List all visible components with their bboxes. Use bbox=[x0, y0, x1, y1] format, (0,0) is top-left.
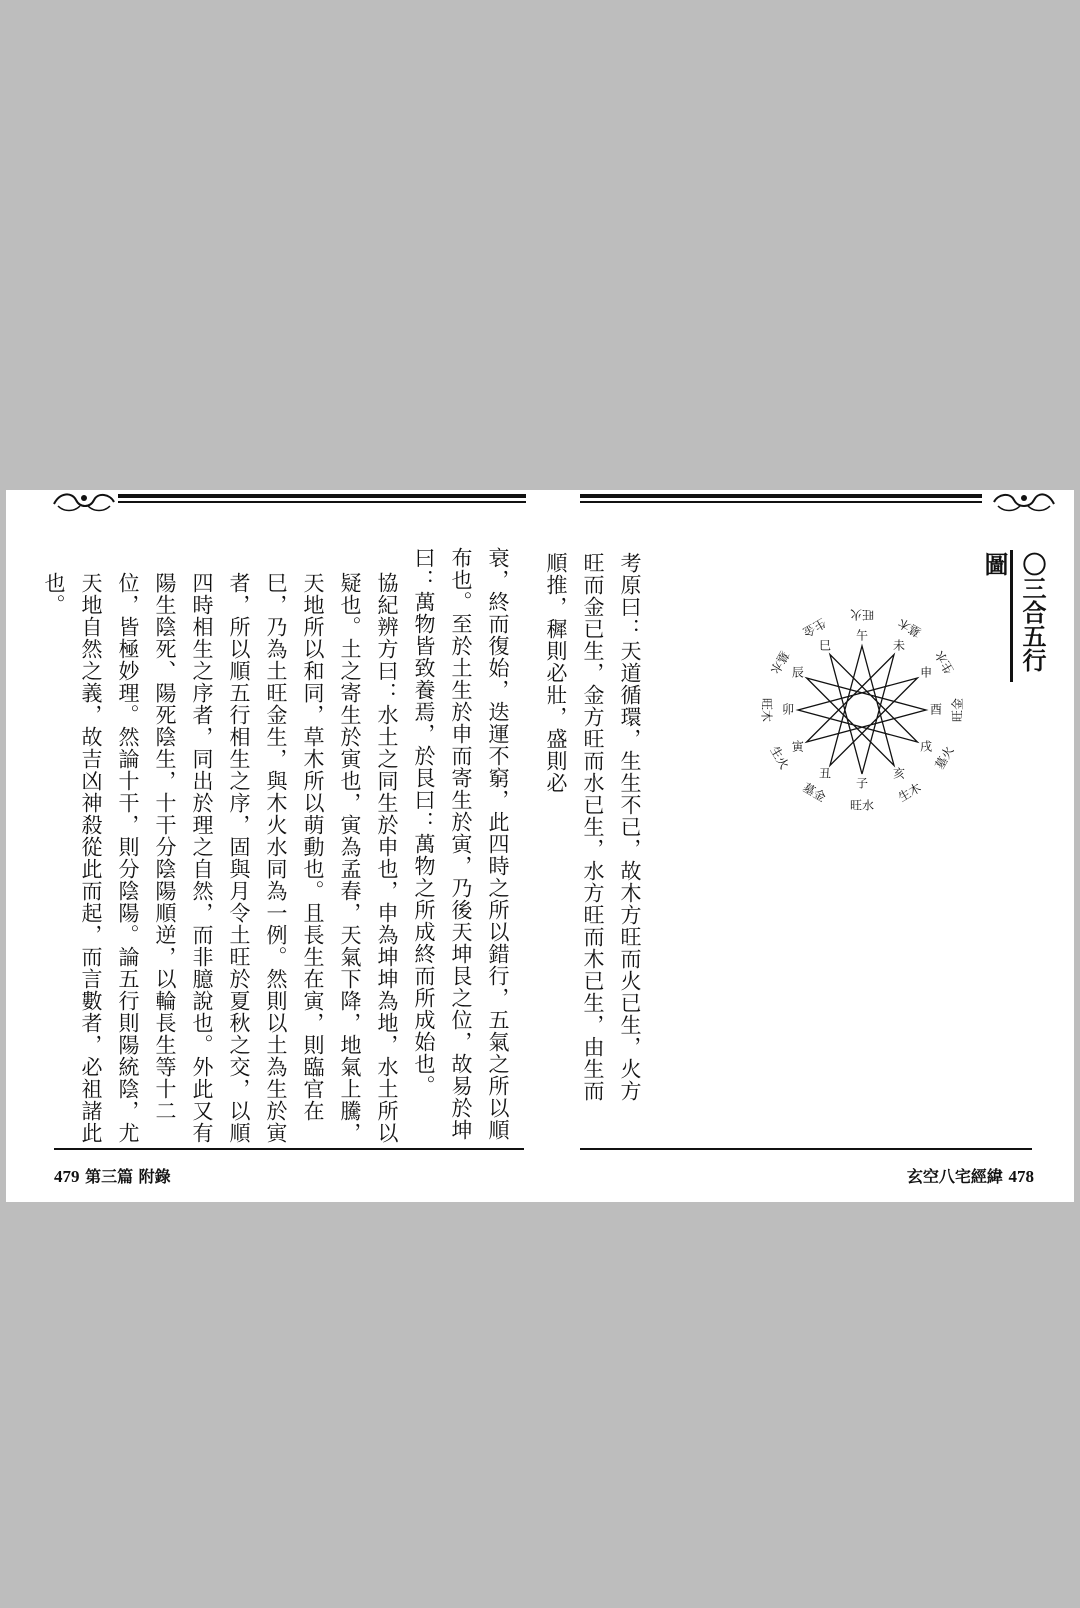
branch-label: 戌 bbox=[920, 739, 933, 754]
right-paragraph-1: 考原曰：天道循環，生生不已，故木方旺而火已生，火方旺而金已生，金方旺而水已生，水方旺而木已生，由生而順推，穉則必壯，盛則必 bbox=[544, 552, 642, 1102]
left-paragraph-1: 衰，終而復始，迭運不窮，此四時之所以錯行，五氣之所以順布也。至於土生於申而寄生於寅，乃後天坤艮之位，故易於坤曰：萬物皆致養焉，於艮曰：萬物之所成終而所成始也。 bbox=[412, 547, 510, 1141]
phase-label: 旺火 bbox=[849, 607, 875, 622]
page-footer bbox=[907, 1164, 1034, 1187]
page-478 bbox=[540, 490, 1074, 1202]
sanhe-wuxing-diagram bbox=[746, 594, 978, 826]
branch-label: 辰 bbox=[791, 665, 804, 680]
page-number: 478 bbox=[1008, 1167, 1034, 1186]
phase-label: 生木 bbox=[895, 780, 924, 805]
phase-label: 旺金 bbox=[950, 697, 965, 723]
phase-label: 生火 bbox=[767, 743, 792, 772]
phase-label: 旺木 bbox=[759, 697, 774, 723]
phase-label: 生水 bbox=[932, 648, 957, 677]
phase-label: 旺水 bbox=[849, 798, 875, 813]
branch-label: 未 bbox=[892, 638, 906, 653]
page-number: 479 bbox=[54, 1167, 80, 1186]
phase-label: 墓火 bbox=[932, 743, 957, 772]
footer-rule bbox=[54, 1148, 524, 1150]
page-footer bbox=[54, 1164, 171, 1187]
left-paragraph-2: 協紀辨方曰：水土之同生於申也，申為坤坤為地，水土所以疑也。土之寄生於寅也，寅為孟春，天氣下降，地氣上騰，天地所以和同，草木所以萌動也。且長生在寅，則臨官在巳，乃為土旺金生，與木火水同為一例。然則以土為生於寅者，所以順五行相生之序，固與月令土旺於夏秋之交，以順四時相生之序者，同出於理之自然，而非臆說也。外此又有陽生陰死、陽死陰生，十干分陰陽順逆，以輪長生等十二位，皆極妙理。然論十干，則分陰陽。論五行則陽統陰，尤天地自然之義，故吉凶神殺從此而起，而言數者，必祖諸此也。 bbox=[42, 572, 399, 1145]
right-body-text bbox=[544, 552, 648, 1122]
header-ornament-icon bbox=[990, 490, 1058, 514]
footer-rule bbox=[580, 1148, 1032, 1150]
branch-label: 巳 bbox=[818, 638, 832, 653]
section-title: 第三篇 附錄 bbox=[85, 1167, 171, 1186]
phase-label: 墓水 bbox=[767, 648, 792, 677]
branch-label: 寅 bbox=[791, 739, 804, 754]
branch-label: 午 bbox=[855, 628, 869, 643]
phase-label: 生金 bbox=[800, 615, 829, 640]
branch-label: 子 bbox=[855, 776, 869, 791]
header-rule bbox=[580, 490, 982, 504]
left-body-text bbox=[42, 547, 516, 1157]
branch-label: 申 bbox=[920, 665, 933, 680]
book-spread bbox=[6, 490, 1074, 1202]
phase-label: 墓金 bbox=[800, 780, 829, 805]
star-lines bbox=[798, 646, 926, 774]
branch-label: 卯 bbox=[781, 702, 795, 717]
branch-label: 亥 bbox=[892, 766, 906, 781]
page-479 bbox=[6, 490, 540, 1202]
book-title: 玄空八宅經緯 bbox=[906, 1167, 1003, 1186]
header-rule bbox=[118, 490, 526, 504]
branch-label: 丑 bbox=[818, 766, 832, 781]
section-heading: 〇三合五行圖 bbox=[1010, 550, 1051, 682]
branch-label: 酉 bbox=[929, 702, 943, 717]
header-ornament-icon bbox=[50, 490, 118, 514]
phase-label: 墓木 bbox=[895, 615, 924, 640]
